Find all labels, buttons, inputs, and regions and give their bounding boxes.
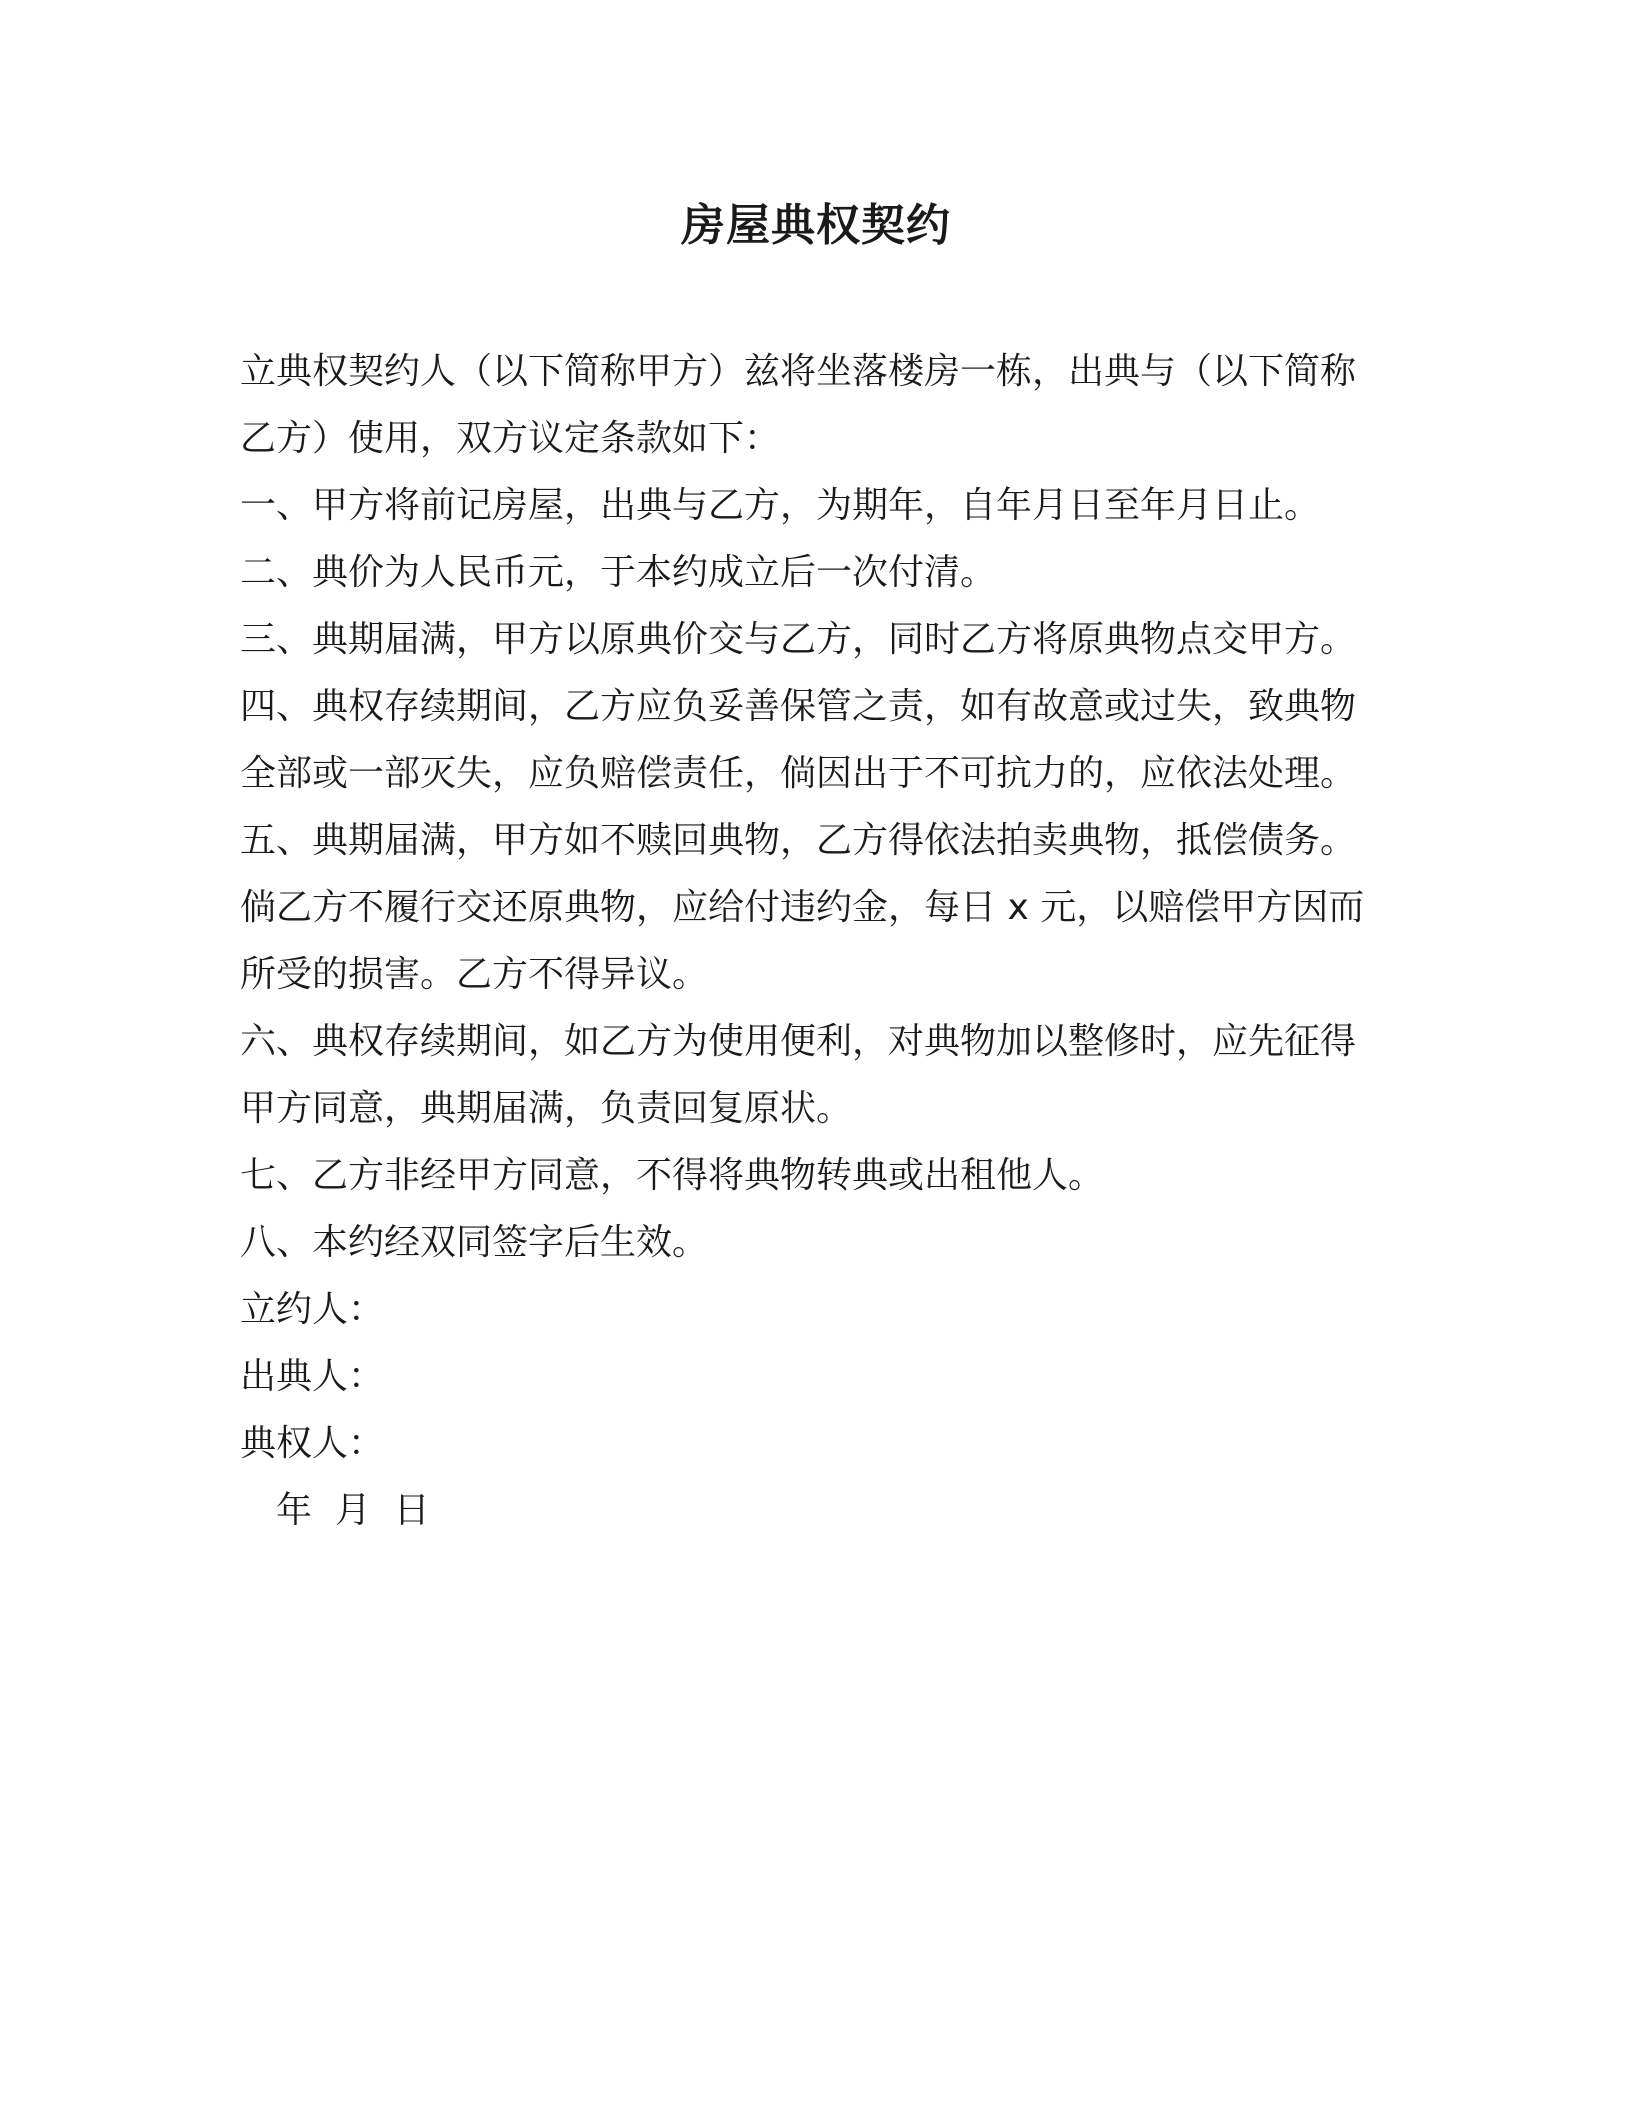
signature-block — [240, 1276, 1390, 1544]
clause-5 — [240, 807, 1390, 1008]
signature-lender: 出典人： — [240, 1356, 385, 1397]
clause-8 — [240, 1209, 1390, 1276]
text-line: 八、本约经双同签字后生效。 — [240, 1222, 709, 1263]
text-line: 六、典权存续期间，如乙方为使用便利，对典物加以整修时，应先征得 — [240, 1021, 1357, 1062]
clause-4 — [240, 673, 1390, 807]
clause-2 — [240, 539, 1390, 606]
intro-paragraph — [240, 338, 1390, 472]
text-line: 一、甲方将前记房屋，出典与乙方，为期年，自年月日至年月日止。 — [240, 485, 1321, 526]
clause-6 — [240, 1008, 1390, 1142]
clause-3 — [240, 606, 1390, 673]
text-line: 四、典权存续期间，乙方应负妥善保管之责，如有故意或过失，致典物 — [240, 686, 1357, 727]
document-body — [240, 338, 1390, 1544]
text-line: 七、乙方非经甲方同意，不得将典物转典或出租他人。 — [240, 1155, 1105, 1196]
clause-7 — [240, 1142, 1390, 1209]
document-title: 房屋典权契约 — [681, 200, 951, 251]
text-line: 乙方）使用，双方议定条款如下： — [240, 418, 781, 459]
signature-holder: 典权人： — [240, 1423, 385, 1464]
text-line: 二、典价为人民币元，于本约成立后一次付清。 — [240, 552, 997, 593]
clause-1 — [240, 472, 1390, 539]
text-line: 全部或一部灭失，应负赔偿责任，倘因出于不可抗力的，应依法处理。 — [240, 753, 1357, 794]
text-line: 甲方同意，典期届满，负责回复原状。 — [240, 1088, 853, 1129]
text-line: 倘乙方不履行交还原典物，应给付违约金，每日 x 元，以赔偿甲方因而 — [240, 887, 1365, 928]
text-line: 所受的损害。乙方不得异议。 — [240, 954, 709, 995]
text-line: 立典权契约人（以下简称甲方）兹将坐落楼房一栋，出典与（以下简称 — [240, 351, 1357, 392]
text-line: 五、典期届满，甲方如不赎回典物，乙方得依法拍卖典物，抵偿债务。 — [240, 820, 1357, 861]
signature-contract-party: 立约人： — [240, 1289, 385, 1330]
signature-date: 年 月 日 — [276, 1490, 430, 1531]
text-line: 三、典期届满，甲方以原典价交与乙方，同时乙方将原典物点交甲方。 — [240, 619, 1357, 660]
